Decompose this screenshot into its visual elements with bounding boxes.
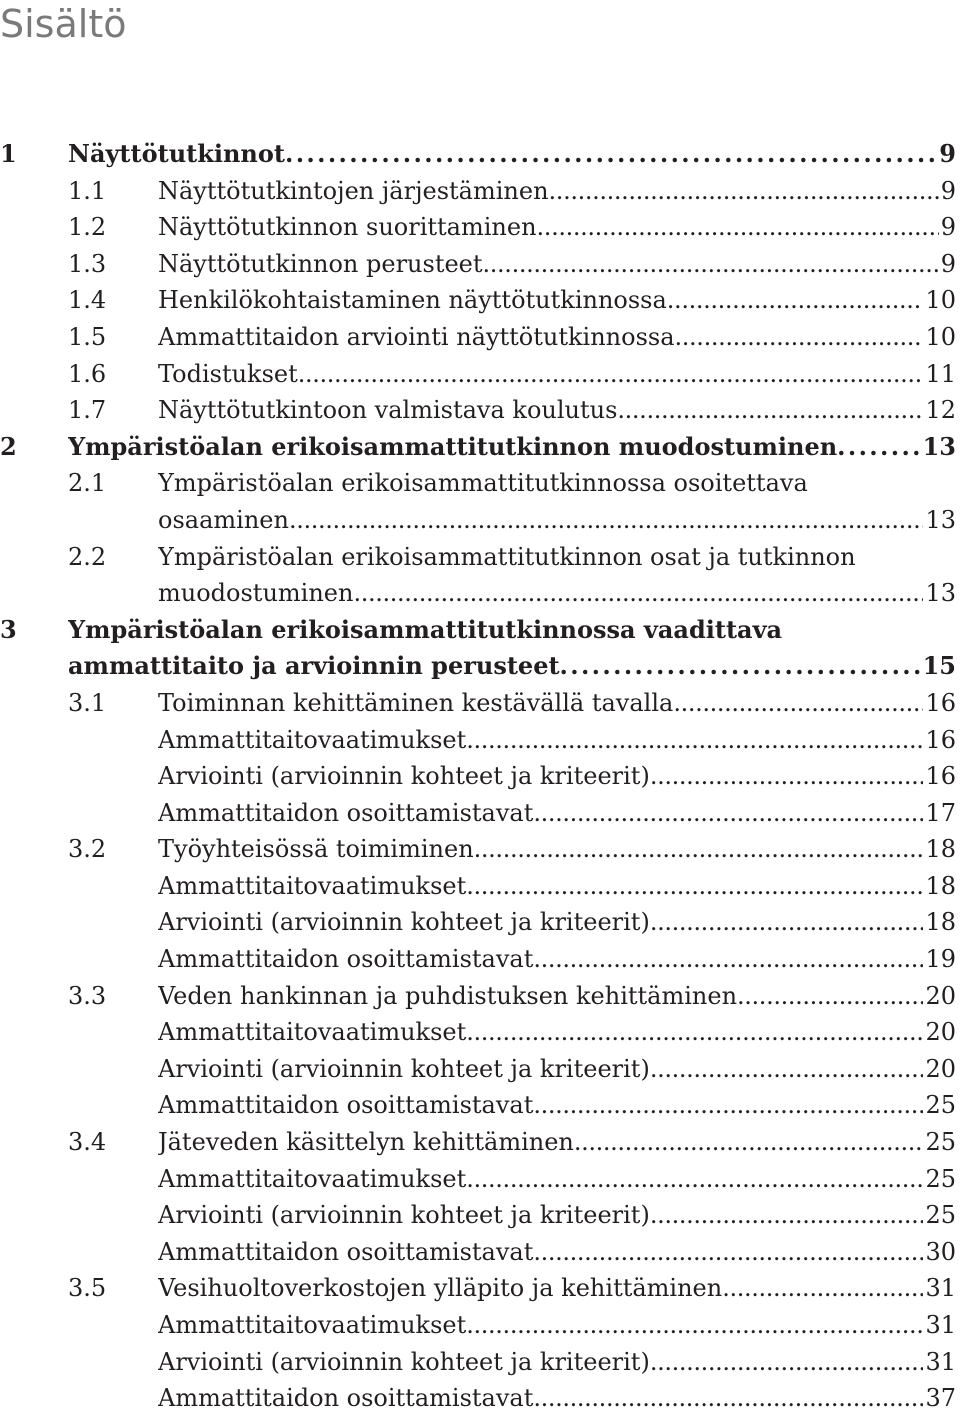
toc-entry-line	[158, 282, 960, 319]
toc-entry-title: Veden hankinnan ja puhdistuksen kehittäminen	[158, 981, 738, 1010]
toc-entry-page-number: 15	[922, 651, 956, 681]
toc-entry-line	[158, 1124, 960, 1161]
toc-entry-title: Jäteveden käsittelyn kehittäminen	[158, 1128, 574, 1157]
dot-leader	[533, 941, 923, 978]
toc-entry-title: Työyhteisössä toimiminen	[158, 835, 474, 864]
toc-entry[interactable]	[0, 319, 960, 356]
toc-entry-page-number: 13	[922, 431, 956, 461]
toc-entry-number: 3.2	[68, 835, 107, 864]
dot-leader	[650, 758, 924, 795]
toc-entry-number: 1.5	[68, 322, 107, 351]
dot-leader	[574, 1124, 924, 1161]
toc-entry-page-number: 12	[925, 396, 956, 425]
toc-entry[interactable]	[0, 356, 960, 393]
toc-entry-page-number: 18	[925, 835, 956, 864]
toc-entry-title: Näyttötutkintojen järjestäminen	[158, 176, 549, 205]
toc-entry[interactable]	[0, 1270, 960, 1307]
toc-entry-title: muodostuminen	[158, 579, 354, 608]
toc-entry-page-number: 13	[925, 579, 956, 608]
toc-entry-title: Ympäristöalan erikoisammattitutkinnossa vaadittava	[68, 614, 783, 644]
toc-entry-page-number: 25	[925, 1164, 956, 1193]
dot-leader	[549, 173, 939, 210]
toc-entry-title: Toiminnan kehittäminen kestävällä tavalla	[158, 688, 674, 717]
toc-entry-page-number: 37	[925, 1384, 956, 1413]
toc-entry-line	[158, 1234, 960, 1271]
toc-entry[interactable]	[0, 1307, 960, 1344]
toc-entry-line	[158, 1014, 960, 1051]
toc-entry[interactable]	[0, 1014, 960, 1051]
toc-entry-title: Vesihuoltoverkostojen ylläpito ja kehittäminen	[158, 1274, 723, 1303]
toc-entry-number: 2	[0, 431, 17, 461]
toc-entry[interactable]	[0, 392, 960, 429]
dot-leader	[483, 246, 939, 283]
dot-leader	[617, 392, 923, 429]
toc-entry-title: Arviointi (arvioinnin kohteet ja kriteerit)	[158, 1054, 650, 1083]
toc-entry[interactable]	[0, 1344, 960, 1381]
toc-entry-title: Ammattitaitovaatimukset	[158, 1018, 467, 1047]
toc-entry-number: 1.7	[68, 396, 107, 425]
toc-entry-line	[158, 1344, 960, 1381]
toc-entry-line	[158, 1270, 960, 1307]
toc-entry-page-number: 20	[925, 1018, 956, 1047]
dot-leader	[533, 1087, 923, 1124]
dot-leader	[650, 1344, 924, 1381]
toc-entry[interactable]	[0, 1161, 960, 1198]
toc-entry-title: ammattitaito ja arvioinnin perusteet	[68, 651, 560, 681]
toc-entry[interactable]	[0, 941, 960, 978]
toc-entry-title: Ammattitaitovaatimukset	[158, 1164, 467, 1193]
toc-entry-line	[158, 1051, 960, 1088]
toc-entry[interactable]	[0, 575, 960, 612]
toc-entry-title: osaaminen	[158, 505, 289, 534]
toc-entry-title: Ympäristöalan erikoisammattitutkinnon osat ja tutkinnon	[158, 542, 856, 571]
toc-entry[interactable]	[0, 1124, 960, 1161]
dot-leader	[474, 831, 924, 868]
toc-entry-line	[158, 722, 960, 759]
toc-entry-number: 1	[0, 139, 17, 168]
dot-leader	[837, 429, 920, 466]
dot-leader	[650, 904, 924, 941]
toc-entry-number: 3.4	[68, 1128, 107, 1157]
toc-entry-title: Ympäristöalan erikoisammattitutkinnon muodostuminen	[68, 431, 838, 461]
toc-entry-line	[158, 904, 960, 941]
toc-entry-line	[158, 978, 960, 1015]
dot-leader	[466, 1014, 923, 1051]
toc-entry-line	[158, 1161, 960, 1198]
dot-leader	[289, 502, 924, 539]
dot-leader	[466, 1307, 923, 1344]
toc-entry-line	[158, 868, 960, 905]
toc-entry-page-number: 18	[925, 908, 956, 937]
dot-leader	[298, 356, 924, 393]
toc-entry-page-number: 16	[925, 762, 956, 791]
toc-entry-title: Ammattitaitovaatimukset	[158, 725, 467, 754]
toc-entry-line	[68, 429, 960, 466]
toc-entry-line	[158, 1197, 960, 1234]
toc-entry-title: Arviointi (arvioinnin kohteet ja kriteerit)	[158, 1201, 650, 1230]
dot-leader	[667, 282, 924, 319]
toc-entry-title: Ammattitaidon osoittamistavat	[158, 1384, 534, 1413]
toc-entry-title: Arviointi (arvioinnin kohteet ja kriteerit)	[158, 762, 650, 791]
toc-entry-title: Arviointi (arvioinnin kohteet ja kriteerit)	[158, 1347, 650, 1376]
toc-entry[interactable]	[0, 209, 960, 246]
toc-entry-page-number: 16	[925, 688, 956, 717]
toc-entry-page-number: 18	[925, 871, 956, 900]
toc-entry-line	[158, 246, 960, 283]
toc-entry-line	[158, 795, 960, 832]
toc-entry-line	[158, 941, 960, 978]
toc-entry-title: Ammattitaitovaatimukset	[158, 871, 467, 900]
toc-entry-page-number: 25	[925, 1091, 956, 1120]
toc-entry-title: Ammattitaidon osoittamistavat	[158, 1237, 534, 1266]
toc-entry-page-number: 16	[925, 725, 956, 754]
toc-entry[interactable]	[0, 868, 960, 905]
toc-entry-page-number: 25	[925, 1201, 956, 1230]
toc-entry-title: Ammattitaidon osoittamistavat	[158, 798, 534, 827]
toc-entry-number: 3.3	[68, 981, 107, 1010]
toc-entry-page-number: 13	[925, 505, 956, 534]
toc-entry-title: Arviointi (arvioinnin kohteet ja kriteerit)	[158, 908, 650, 937]
toc-entry-line	[68, 136, 960, 173]
toc-entry[interactable]	[0, 1197, 960, 1234]
dot-leader	[737, 978, 923, 1015]
toc-entry-line	[158, 1087, 960, 1124]
toc-entry-title: Ammattitaidon arviointi näyttötutkinnossa	[158, 322, 675, 351]
toc-entry[interactable]	[0, 539, 960, 576]
toc-entry-line	[158, 502, 960, 539]
dot-leader	[560, 648, 921, 685]
toc-entry-page-number: 25	[925, 1128, 956, 1157]
toc-entry-page-number: 9	[939, 139, 956, 168]
dot-leader	[533, 1234, 923, 1271]
toc-entry-page-number: 9	[940, 249, 956, 278]
toc-entry-page-number: 20	[925, 1054, 956, 1083]
toc-entry[interactable]	[0, 831, 960, 868]
dot-leader	[722, 1270, 923, 1307]
toc-entry-number: 1.6	[68, 359, 107, 388]
toc-entry-line	[158, 1380, 960, 1417]
toc-entry[interactable]	[0, 136, 960, 173]
toc-entry-line	[68, 612, 960, 649]
toc-entry-title: Henkilökohtaistaminen näyttötutkinnossa	[158, 286, 667, 315]
toc-entry-title: Ammattitaitovaatimukset	[158, 1311, 467, 1339]
toc-entry[interactable]	[0, 282, 960, 319]
dot-leader	[537, 209, 939, 246]
toc-entry-number: 2.2	[68, 542, 107, 571]
toc-entry[interactable]	[0, 795, 960, 832]
toc-entry-title: Näyttötutkintoon valmistava koulutus	[158, 396, 618, 425]
toc-entry-page-number: 19	[925, 945, 956, 974]
page-title: Sisältö	[0, 2, 127, 46]
dot-leader	[466, 722, 923, 759]
toc-entry[interactable]	[0, 1380, 960, 1417]
toc-entry-line	[158, 392, 960, 429]
dot-leader	[285, 136, 937, 173]
dot-leader	[466, 1161, 923, 1198]
toc-entry-number: 3.5	[68, 1274, 107, 1303]
toc-entry-number: 1.3	[68, 249, 107, 278]
toc-entry[interactable]	[0, 648, 960, 685]
toc-entry-line	[158, 209, 960, 246]
toc-entry[interactable]	[0, 173, 960, 210]
toc-entry[interactable]	[0, 685, 960, 722]
toc-entry[interactable]	[0, 904, 960, 941]
toc-entry[interactable]	[0, 1234, 960, 1271]
dot-leader	[533, 1380, 923, 1417]
toc-entry-page-number: 31	[925, 1274, 956, 1303]
toc-entry-line	[158, 575, 960, 612]
toc-entry-page-number: 30	[925, 1237, 956, 1266]
toc-entry-line	[158, 356, 960, 393]
toc-entry-line	[158, 465, 960, 502]
toc-entry[interactable]	[0, 758, 960, 795]
toc-entry[interactable]	[0, 722, 960, 759]
toc-entry[interactable]	[0, 612, 960, 649]
toc-entry[interactable]	[0, 978, 960, 1015]
toc-entry-title: Ammattitaidon osoittamistavat	[158, 945, 534, 974]
dot-leader	[466, 868, 923, 905]
toc-entry-page-number: 17	[925, 798, 956, 827]
toc-entry[interactable]	[0, 1087, 960, 1124]
toc-entry-page-number: 20	[925, 981, 956, 1010]
toc-entry-number: 1.4	[68, 286, 107, 315]
dot-leader	[533, 795, 923, 832]
toc-entry-number: 2.1	[68, 469, 107, 498]
toc-entry-page-number: 9	[940, 176, 956, 205]
dot-leader	[353, 575, 923, 612]
toc-entry-line	[68, 648, 960, 685]
toc-entry-title: Todistukset	[158, 359, 298, 388]
toc-entry-page-number: 31	[925, 1311, 956, 1339]
toc-entry-line	[158, 758, 960, 795]
toc-entry-title: Ammattitaidon osoittamistavat	[158, 1091, 534, 1120]
dot-leader	[650, 1197, 924, 1234]
toc-entry-line	[158, 685, 960, 722]
toc-entry[interactable]	[0, 246, 960, 283]
table-of-contents	[0, 136, 960, 1417]
toc-entry-line	[158, 319, 960, 356]
dot-leader	[675, 319, 924, 356]
toc-entry-number: 3.1	[68, 688, 107, 717]
toc-entry-page-number: 10	[925, 286, 956, 315]
toc-entry[interactable]	[0, 502, 960, 539]
toc-entry-title: Näyttötutkinnon suorittaminen	[158, 213, 537, 242]
toc-entry[interactable]	[0, 1051, 960, 1088]
dot-leader	[650, 1051, 924, 1088]
toc-entry-title: Ympäristöalan erikoisammattitutkinnossa osoitettava	[158, 469, 808, 498]
toc-entry-page-number: 31	[925, 1347, 956, 1376]
toc-entry[interactable]	[0, 429, 960, 466]
dot-leader	[673, 685, 923, 722]
toc-entry[interactable]	[0, 465, 960, 502]
toc-entry-title: Näyttötutkinnon perusteet	[158, 249, 483, 278]
toc-entry-page-number: 9	[940, 213, 956, 242]
toc-entry-page-number: 11	[925, 359, 956, 388]
toc-entry-line	[158, 539, 960, 576]
toc-entry-line	[158, 173, 960, 210]
toc-entry-number: 3	[0, 614, 17, 644]
toc-entry-page-number: 10	[925, 322, 956, 351]
toc-entry-number: 1.2	[68, 213, 107, 242]
toc-entry-line	[158, 1307, 960, 1344]
toc-entry-title: Näyttötutkinnot	[68, 139, 285, 168]
toc-entry-number: 1.1	[68, 176, 107, 205]
toc-entry-line	[158, 831, 960, 868]
